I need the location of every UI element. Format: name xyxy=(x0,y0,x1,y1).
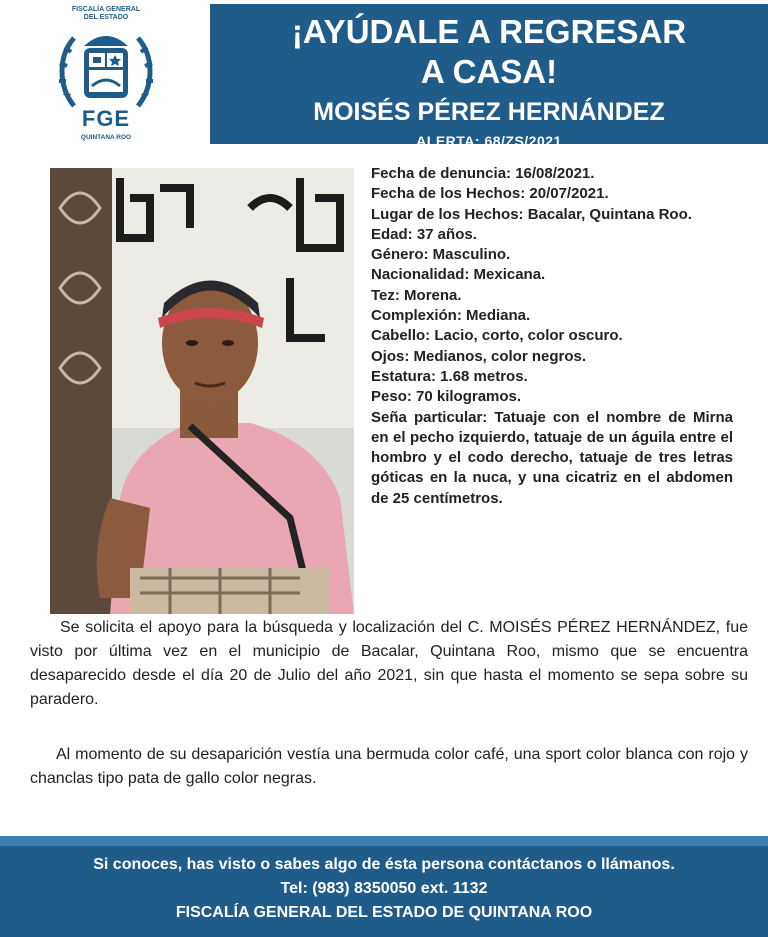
detail-event-date: Fecha de los Hechos: 20/07/2021. xyxy=(371,185,609,203)
headline xyxy=(210,12,768,92)
clothing-paragraph: Al momento de su desaparición vestía una bermuda color café, una sport color blanca con rojo y chanclas tipo pata de gallo color negras. xyxy=(30,746,748,787)
person-photo xyxy=(50,168,354,614)
person-details xyxy=(371,164,733,509)
detail-eyes: Ojos: Medianos, color negros. xyxy=(371,347,587,365)
logo-org-bottom: QUINTANA ROO xyxy=(80,134,132,141)
detail-report-date: Fecha de denuncia: 16/08/2021. xyxy=(371,165,595,182)
detail-build: Complexión: Mediana. xyxy=(371,307,531,325)
detail-event-place: Lugar de los Hechos: Bacalar, Quintana Roo. xyxy=(371,205,692,223)
alert-number: ALERTA: 68/ZS/2021 xyxy=(416,133,562,149)
detail-distinguishing-marks: Seña particular: Tatuaje con el nombre de Mirna en el pecho izquierdo, tatuaje de un águila entre el hombro y el codo derecho, tatuaje de tres letras góticas en la nuca, y una cicatriz en el abdomen de 25 centímetros. xyxy=(371,408,733,507)
headline-line2: A CASA! xyxy=(420,53,558,90)
coat-of-arms-icon xyxy=(56,26,156,116)
detail-gender: Género: Masculino. xyxy=(371,246,511,264)
person-name: MOISÉS PÉREZ HERNÁNDEZ xyxy=(313,98,665,126)
logo-org-top-line1: FISCALÍA GENERAL xyxy=(71,6,141,13)
logo-acronym: FGE xyxy=(81,106,131,131)
detail-weight: Peso: 70 kilogramos. xyxy=(371,388,522,406)
search-request-paragraph: Se solicita el apoyo para la búsqueda y localización del C. MOISÉS PÉREZ HERNÁNDEZ, fue visto por última vez en el municipio de Bacalar, Quintana Roo, mismo que se encuentra desaparecido desde el día 20 de Julio del año 2021, sin que hasta el momento se sepa sobre su paradero. xyxy=(30,619,748,708)
detail-hair: Cabello: Lacio, corto, color oscuro. xyxy=(371,327,623,345)
footer-contact-message: Si conoces, has visto o sabes algo de ésta persona contáctanos o llámanos. xyxy=(93,856,675,873)
fge-logo xyxy=(40,6,172,146)
headline-line1: ¡AYÚDALE A REGRESAR xyxy=(291,13,687,50)
detail-age: Edad: 37 años. xyxy=(371,225,477,243)
logo-org-top-line2: DEL ESTADO xyxy=(83,14,129,21)
header-banner xyxy=(210,4,768,149)
footer-accent-strip xyxy=(0,836,768,846)
detail-complexion-color: Tez: Morena. xyxy=(371,286,462,304)
logo-org-top xyxy=(40,6,172,22)
detail-nationality: Nacionalidad: Mexicana. xyxy=(371,266,546,284)
footer-phone: Tel: (983) 8350050 ext. 1132 xyxy=(280,880,488,897)
contact-footer xyxy=(0,836,768,937)
detail-height: Estatura: 1.68 metros. xyxy=(371,367,528,385)
footer-agency: FISCALÍA GENERAL DEL ESTADO DE QUINTANA ROO xyxy=(175,904,593,921)
